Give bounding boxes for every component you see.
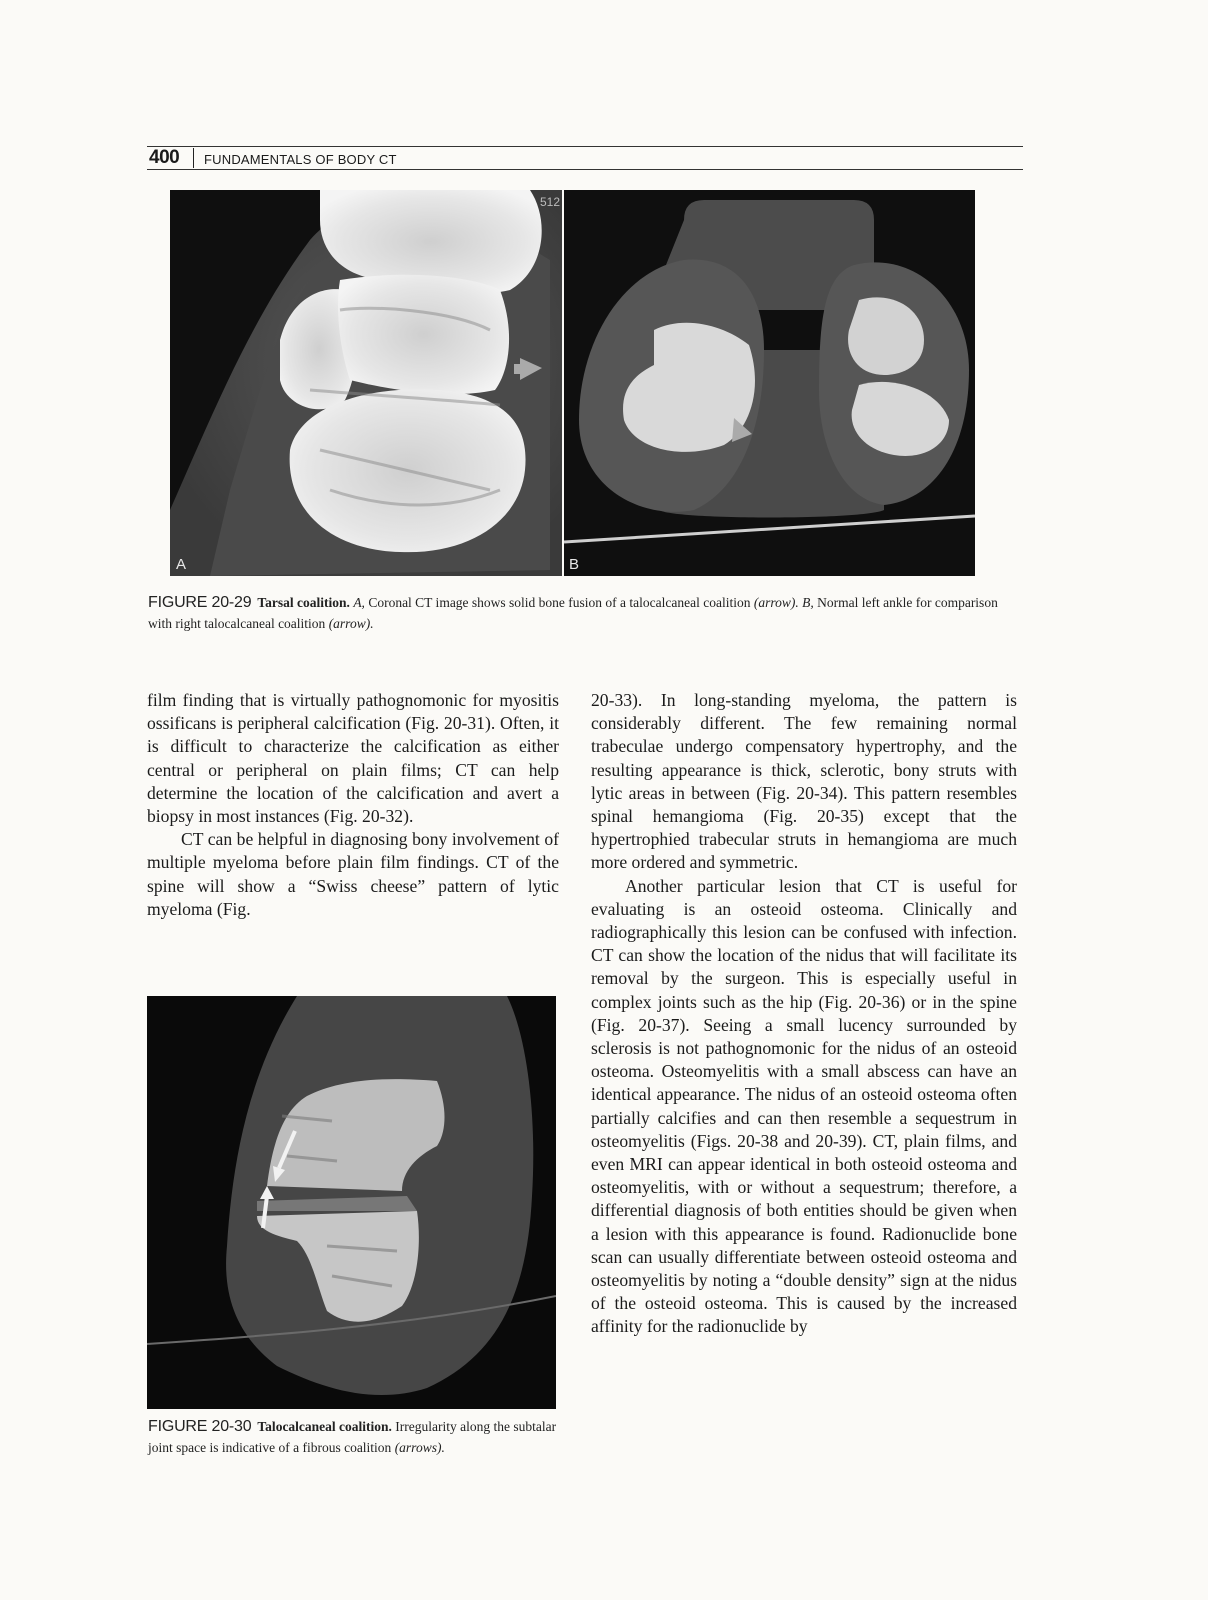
left-column (147, 689, 559, 921)
paragraph: 20-33). In long-standing myeloma, the pattern is considerably different. The few remaining normal trabeculae undergo compensatory hypertrophy, and the resulting appearance is thick, sclerotic, bony struts with lytic areas in between (Fig. 20-34). This pattern resembles spinal hemangioma (Fig. 20-35) except that the hypertrophied trabecular struts in hemangioma are much more ordered and symmetric. (591, 690, 1017, 873)
panel-a-corner-text: 512 (540, 195, 561, 209)
header-rule (147, 146, 1023, 147)
axial-ct-both-ankles-image (564, 190, 975, 576)
header-rule-bottom (147, 169, 1023, 170)
right-column (591, 689, 1017, 1339)
paragraph: film finding that is virtually pathognomonic for myositis ossificans is peripheral calcification (Fig. 20-31). Often, it is difficult to characterize the calcification as either central or peripheral on plain films; CT can help determine the location of the calcification and avert a biopsy in most instances (Fig. 20-32). (147, 690, 559, 827)
ct-talocalcaneal-coalition-image (147, 996, 556, 1409)
figure-20-29-caption (148, 592, 1020, 634)
running-title: FUNDAMENTALS OF BODY CT (204, 152, 397, 167)
caption-arrow-ref: (arrows). (394, 1440, 445, 1455)
caption-panel-letter: B, (802, 595, 814, 610)
coronal-ct-ankle-image (170, 190, 562, 576)
caption-title: Talocalcaneal coalition. (257, 1419, 392, 1434)
caption-arrow-ref: (arrow). (328, 616, 374, 631)
paragraph: CT can be helpful in diagnosing bony involvement of multiple myeloma before plain film findings. CT of the spine will show a “Swiss cheese” pattern of lytic myeloma (Fig. (147, 829, 559, 919)
figure-20-29-panel-a (170, 190, 562, 576)
figure-20-29-panel-b (564, 190, 975, 576)
figure-20-30-caption (148, 1416, 560, 1458)
paragraph: Another particular lesion that CT is useful for evaluating is an osteoid osteoma. Clinically and radiographically this lesion can be confused with infection. CT can show the location of the nidus that will facilitate its removal by the surgeon. This is especially useful in complex joints such as the hip (Fig. 20-36) or in the spine (Fig. 20-37). Seeing a small lucency surrounded by sclerosis is not pathognomonic for the nidus of an osteoid osteoma. Osteomyelitis with a small abscess can have an identical appearance. The nidus of an osteoid osteoma often partially calcifies and can then resemble a sequestrum in osteomyelitis (Figs. 20-38 and 20-39). CT, plain films, and even MRI can appear identical in both osteoid osteoma and osteomyelitis, with or without a sequestrum; therefore, a differential diagnosis of both entities should be given when a lesion with this appearance is found. Radionuclide bone scan can usually differentiate between osteoid osteoma and osteomyelitis by noting a “double density” sign at the nidus of the osteoid osteoma. This is caused by the increased affinity for the radionuclide by (591, 875, 1017, 1337)
header-separator (193, 148, 194, 168)
figure-20-30-image (147, 996, 556, 1409)
running-header (147, 146, 1023, 170)
caption-panel-letter: A, (353, 595, 365, 610)
caption-text: Coronal CT image shows solid bone fusion of a talocalcaneal coalition (368, 595, 751, 610)
caption-text: Irregularity along the subtalar joint space is indicative of a fibrous coalition (148, 1419, 557, 1455)
caption-title: Tarsal coalition. (257, 595, 350, 610)
panel-a-label: A (176, 556, 187, 573)
caption-text: Normal left ankle for comparison with right talocalcaneal coalition (148, 595, 998, 631)
figure-number: FIGURE 20-29 (148, 594, 252, 611)
page-number: 400 (149, 147, 180, 168)
figure-number: FIGURE 20-30 (148, 1418, 252, 1435)
caption-arrow-ref: (arrow). (753, 595, 799, 610)
panel-b-label: B (569, 556, 580, 573)
